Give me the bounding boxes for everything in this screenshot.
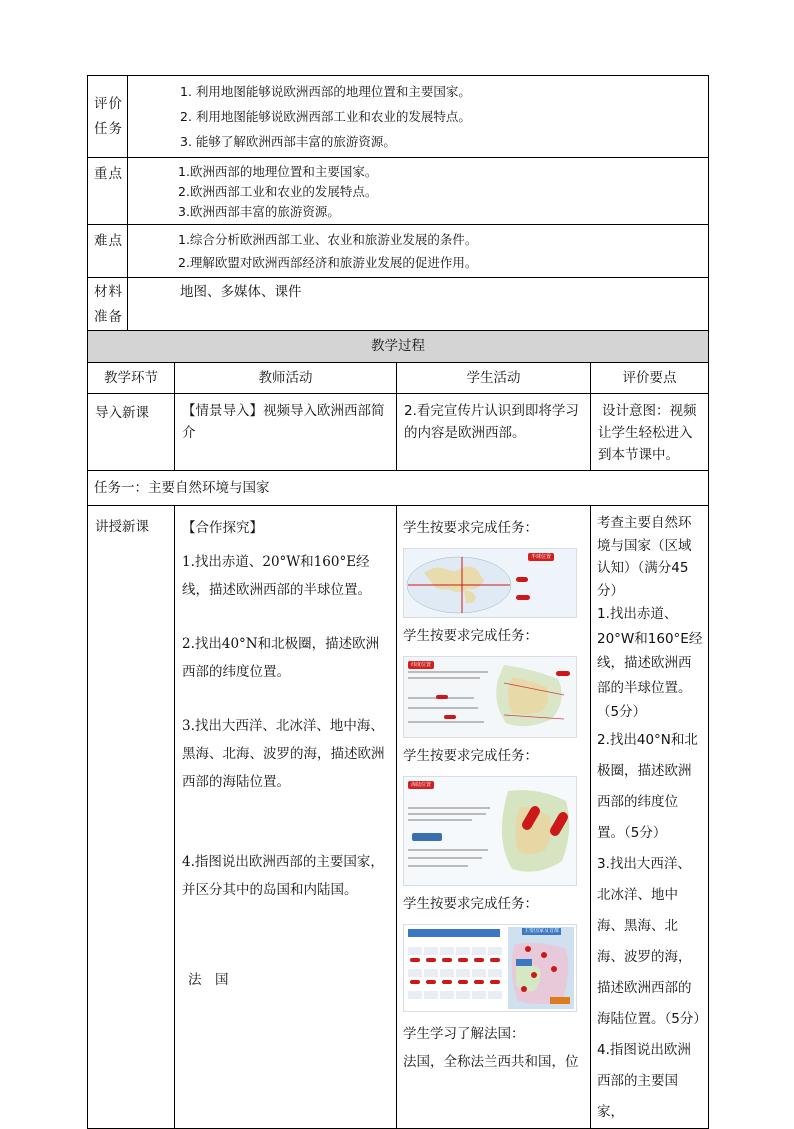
materials-text: 地图、多媒体、课件 — [180, 284, 302, 300]
difficult-point-item: 2.理解欧盟对欧洲西部经济和旅游业发展的促进作用。 — [178, 255, 478, 270]
europe-latitude-map — [404, 657, 576, 737]
sea-land-slide-image — [403, 776, 577, 886]
task1-row — [88, 471, 709, 506]
difficult-point-label: 难点 — [88, 225, 128, 278]
header-teacher: 教师活动 — [175, 363, 397, 394]
lesson-plan — [87, 75, 708, 1129]
difficult-point-item: 1.综合分析欧洲西部工业、农业和旅游业发展的条件。 — [178, 232, 478, 247]
process-table — [87, 330, 709, 1129]
eval-point-2: 2.找出40°N和北极圈，描述欧洲西部的纬度位置。（5分） — [597, 731, 698, 841]
latitude-badge: 纬度位置 — [408, 661, 434, 669]
teacher-step-4: 4.指图说出欧洲西部的主要国家，并区分其中的岛国和内陆国。 — [182, 854, 384, 898]
process-header-row — [88, 363, 709, 394]
header-eval: 评价要点 — [591, 363, 709, 394]
student-activity-cell — [397, 506, 591, 1129]
eval-points-cell — [591, 506, 709, 1129]
materials-row — [88, 278, 709, 331]
student-prompt: 学生按要求完成任务： — [403, 628, 538, 644]
student-prompt: 学生按要求完成任务： — [403, 520, 538, 536]
key-point-row — [88, 158, 709, 225]
intro-row — [88, 394, 709, 471]
eval-task-item: 3. 能够了解欧洲西部丰富的旅游资源。 — [180, 134, 396, 149]
difficult-point-items — [128, 225, 708, 277]
teacher-step-1: 1.找出赤道、20°W和160°E经线，描述欧洲西部的半球位置。 — [182, 554, 371, 598]
student-france-1: 学生学习了解法国： — [403, 1026, 525, 1042]
key-point-item: 1.欧洲西部的地理位置和主要国家。 — [178, 164, 378, 179]
hemisphere-slide-image — [403, 548, 577, 618]
key-point-items — [128, 158, 708, 224]
eval-point-3: 3.找出大西洋、北冰洋、地中海、黑海、北海、波罗的海，描述欧洲西部的海陆位置。（5分） — [597, 855, 707, 1027]
teach-stage: 讲授新课 — [88, 506, 175, 1129]
latitude-slide-image — [403, 656, 577, 738]
hemisphere-badge: 半球位置 — [528, 553, 554, 561]
cooperative-heading: 【合作探究】 — [182, 520, 263, 536]
teacher-step-3: 3.找出大西洋、北冰洋、地中海、黑海、北海、波罗的海，描述欧洲西部的海陆位置。 — [182, 718, 385, 790]
eval-task-row — [88, 76, 709, 158]
plan-top-table — [87, 75, 709, 331]
teacher-france: 法 国 — [188, 972, 229, 988]
key-point-item: 3.欧洲西部丰富的旅游资源。 — [178, 204, 340, 219]
eval-task-label: 评价任务 — [88, 76, 128, 158]
sea-land-badge: 海陆位置 — [408, 781, 434, 789]
student-france-2: 法国，全称法兰西共和国，位 — [403, 1054, 579, 1070]
student-prompt: 学生按要求完成任务： — [403, 896, 538, 912]
difficult-point-row — [88, 225, 709, 278]
materials-label: 材料准备 — [88, 278, 128, 331]
europe-countries-map — [404, 925, 576, 1011]
process-title-row — [88, 331, 709, 363]
key-point-item: 2.欧洲西部工业和农业的发展特点。 — [178, 184, 378, 199]
teacher-step-2: 2.找出40°N和北极圈，描述欧洲西部的纬度位置。 — [182, 636, 380, 680]
teacher-activity-cell — [175, 506, 397, 1129]
process-title: 教学过程 — [88, 331, 709, 363]
countries-slide-image — [403, 924, 577, 1012]
intro-teacher: 【情景导入】视频导入欧洲西部简介 — [175, 394, 397, 471]
eval-task-item: 2. 利用地图能够说欧洲西部工业和农业的发展特点。 — [180, 109, 471, 124]
teach-row — [88, 506, 709, 1129]
task1-title: 任务一：主要自然环境与国家 — [88, 471, 709, 506]
intro-student: 2.看完宣传片认识到即将学习的内容是欧洲西部。 — [397, 394, 591, 471]
header-student: 学生活动 — [397, 363, 591, 394]
eval-point-4: 4.指图说出欧洲西部的主要国家， — [597, 1041, 691, 1120]
student-prompt: 学生按要求完成任务： — [403, 748, 538, 764]
eval-task-items — [128, 76, 708, 157]
eval-point-1: 1.找出赤道、20°W和160°E经线，描述欧洲西部的半球位置。（5分） — [597, 606, 703, 720]
countries-slide-title: 主要国家及首都 — [524, 928, 560, 934]
eval-task-item: 1. 利用地图能够说欧洲西部的地理位置和主要国家。 — [180, 84, 471, 99]
intro-eval: 设计意图：视频让学生轻松进入到本节课中。 — [591, 394, 709, 471]
header-stage: 教学环节 — [88, 363, 175, 394]
eval-points-intro: 考查主要自然环境与国家（区域认知）（满分45分） — [597, 515, 692, 599]
key-point-label: 重点 — [88, 158, 128, 225]
intro-stage: 导入新课 — [88, 394, 175, 471]
